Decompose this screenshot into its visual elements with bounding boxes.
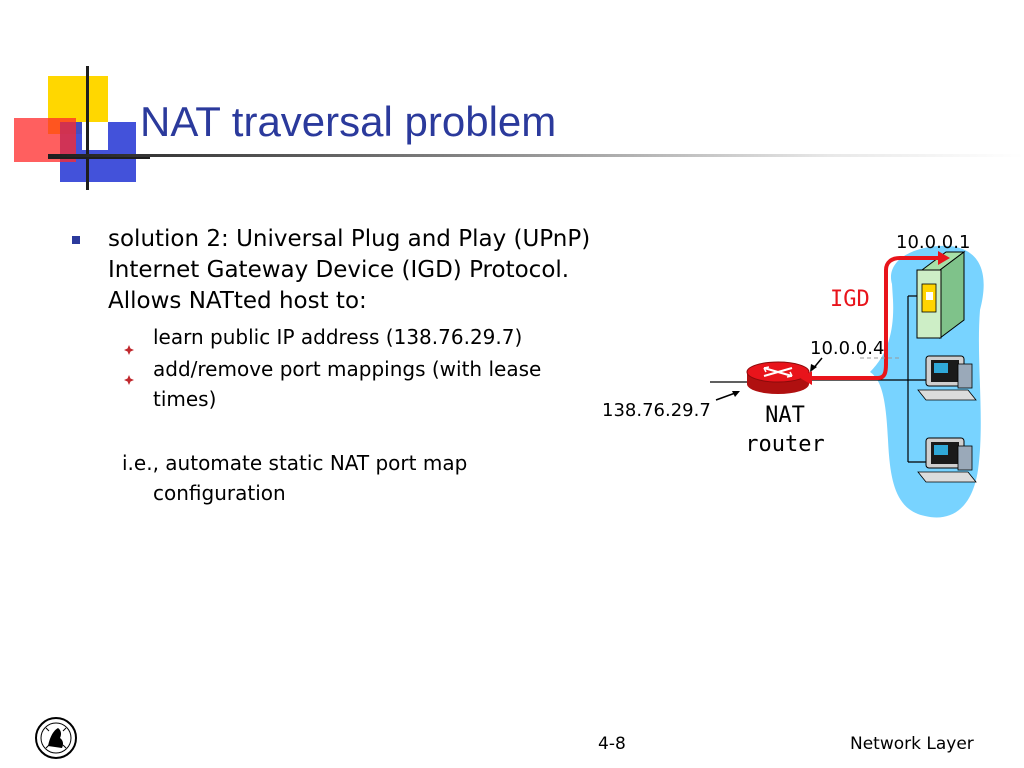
router-label [740, 401, 830, 459]
university-seal-logo [34, 716, 78, 760]
main-bullet-text: solution 2: Universal Plug and Play (UPnP) Internet Gateway Device (IGD) Protocol. Allows NATted host to: [108, 226, 591, 314]
note-line-2: configuration [153, 481, 286, 505]
diamond-bullet-icon [124, 370, 134, 380]
router-label-line1: NAT [765, 403, 805, 428]
bullet-marker [72, 236, 80, 244]
server-ip-label: 10.0.0.1 [896, 232, 971, 253]
diamond-bullet-icon [124, 340, 134, 350]
corner-decoration [0, 60, 150, 190]
router-public-ip-label: 138.76.29.7 [602, 400, 711, 421]
note-line-1: i.e., automate static NAT port map [122, 451, 468, 475]
router-label-line2: router [745, 432, 825, 457]
title-underline [48, 154, 1024, 157]
chapter-title: Network Layer [850, 734, 974, 754]
sub-bullet-text: learn public IP address (138.76.29.7) [153, 325, 523, 349]
igd-label: IGD [830, 287, 870, 312]
sub-bullet-text: add/remove port mappings (with lease times) [153, 357, 542, 411]
router-inside-ip-label: 10.0.0.4 [810, 338, 885, 359]
page-number: 4-8 [598, 734, 626, 754]
network-diagram [600, 230, 1000, 530]
router-icon [747, 362, 809, 394]
slide-title: NAT traversal problem [140, 98, 557, 145]
